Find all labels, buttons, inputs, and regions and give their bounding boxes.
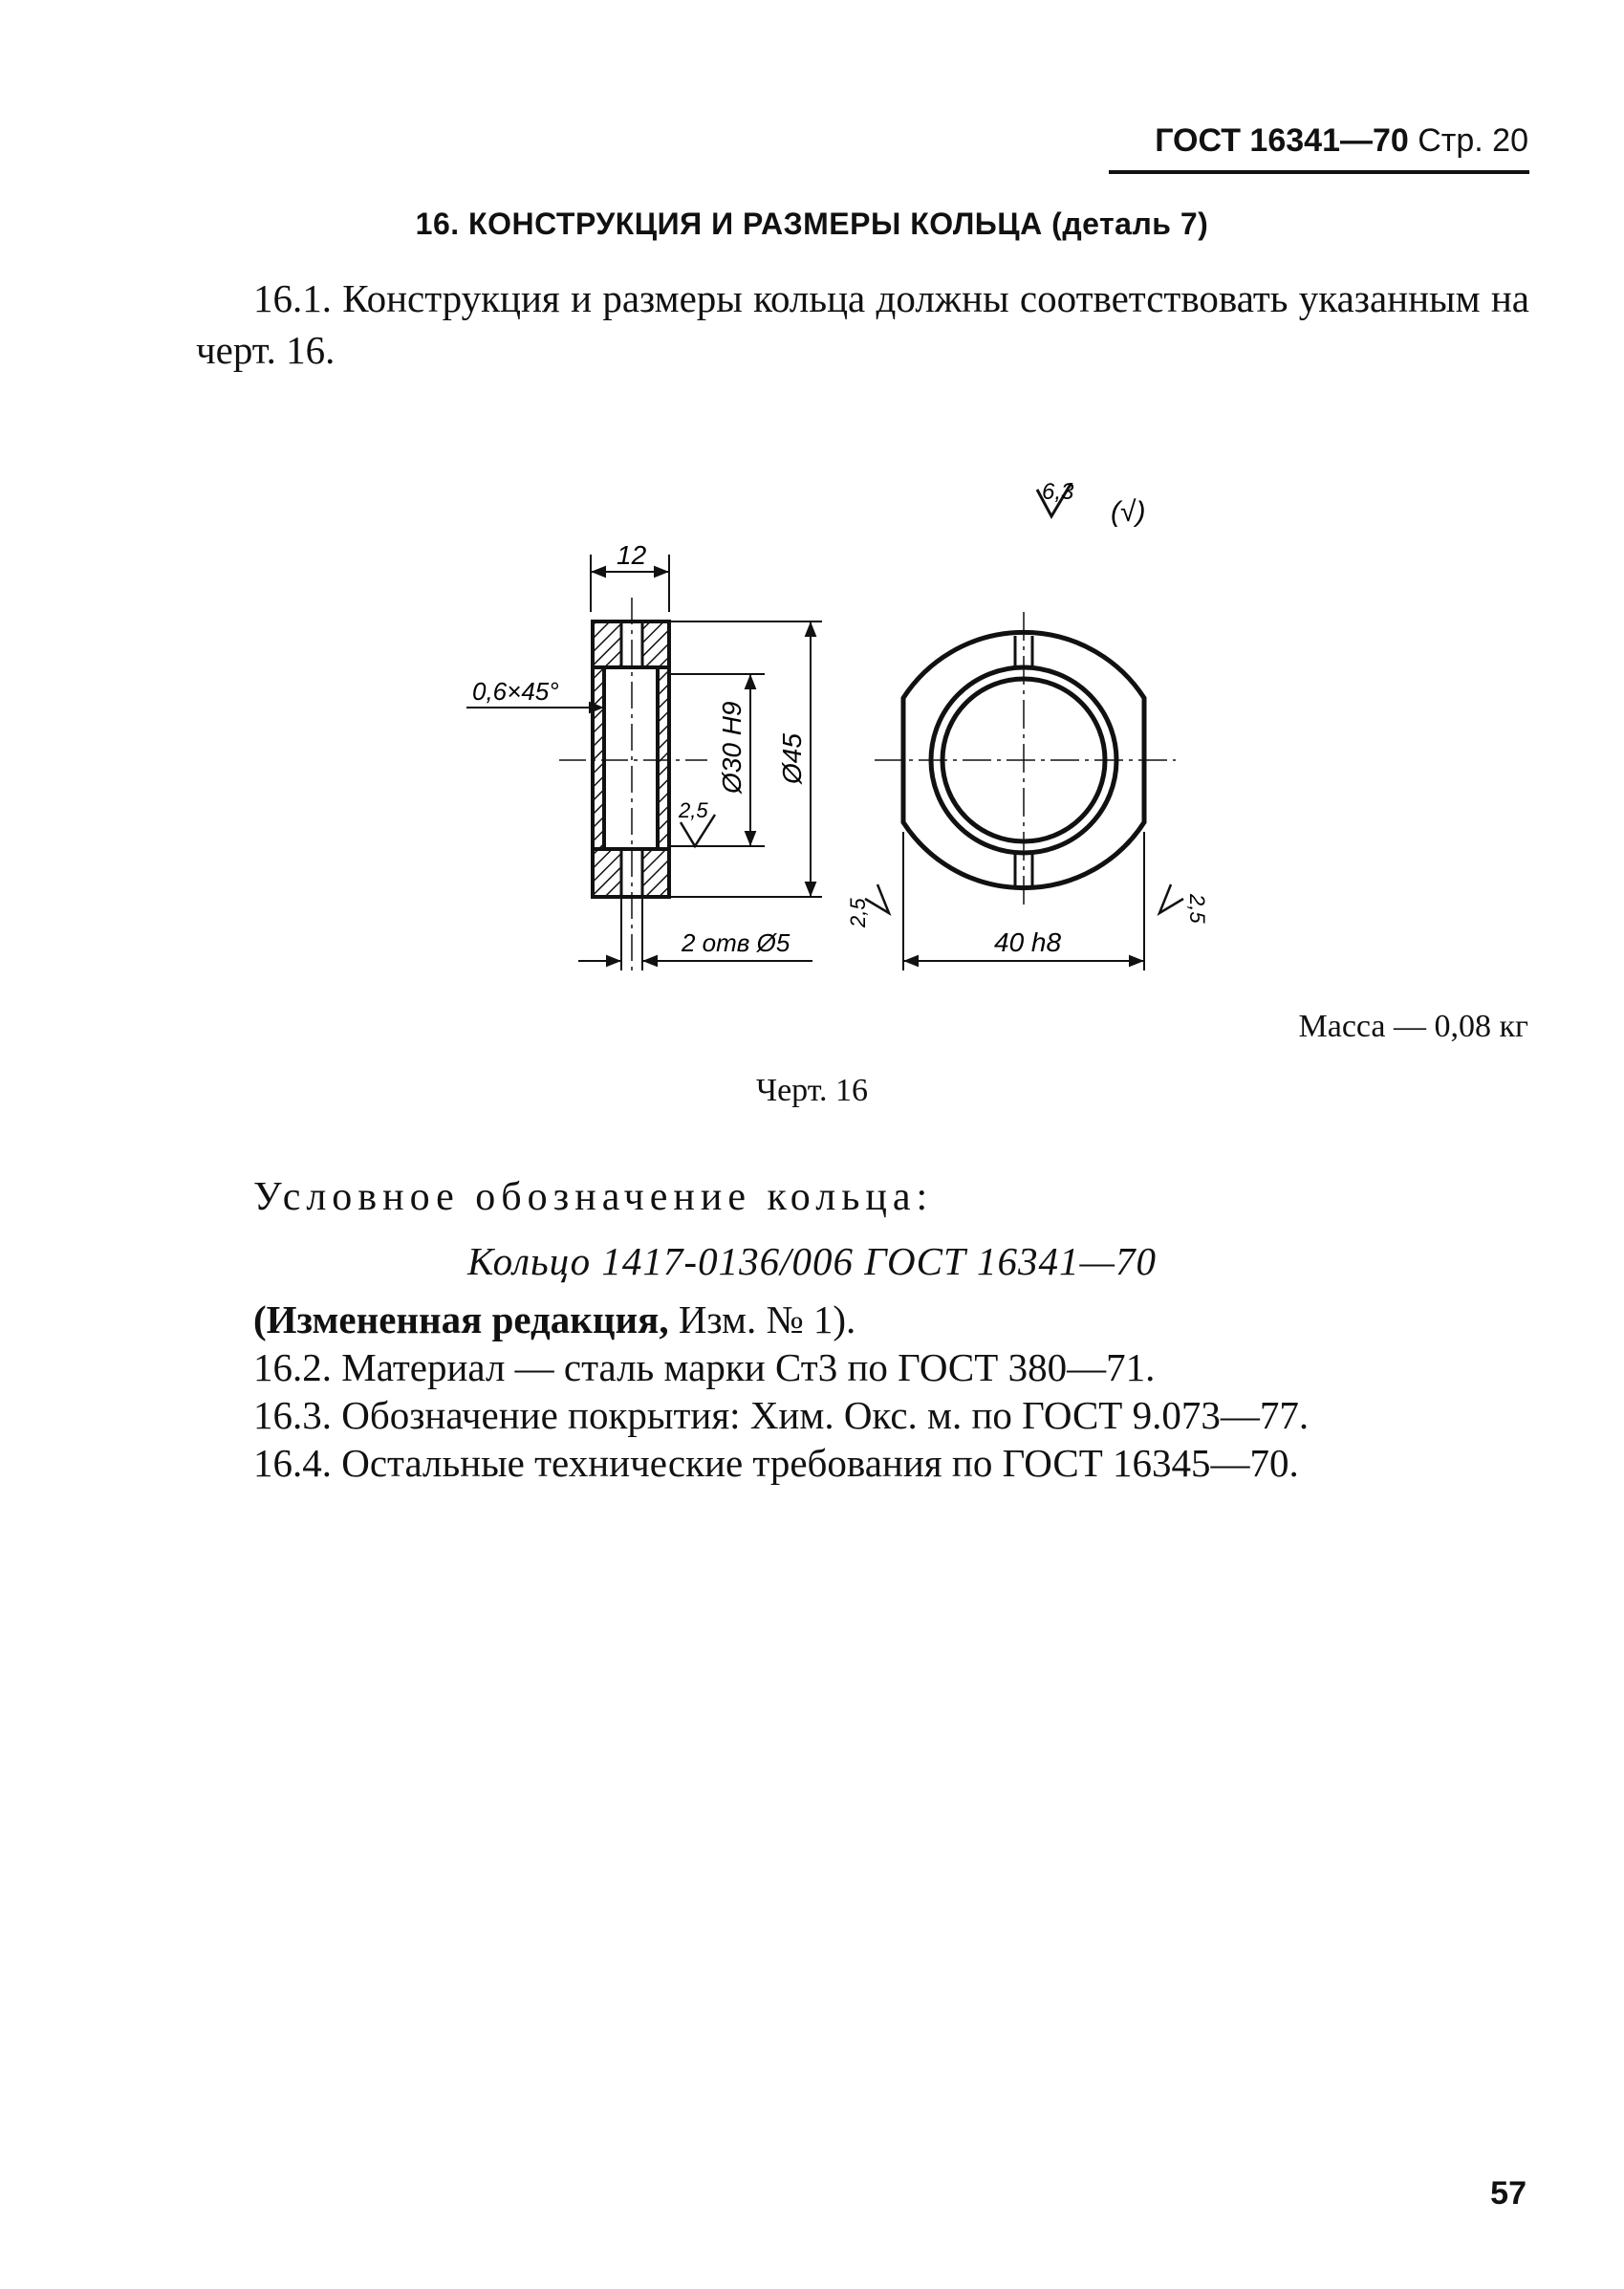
page-header [1155,122,1528,160]
roughness-symbol-general [1037,483,1145,528]
list-item: 16.4. Остальные технические требования по ГОСТ 16345—70. [253,1441,1299,1485]
dim-width-label: 12 [617,540,647,570]
section-view [466,540,822,970]
section-title: 16. КОНСТРУКЦИЯ И РАЗМЕРЫ КОЛЬЦА (деталь 7) [415,207,1209,241]
dim-flats-label: 40 h8 [994,927,1062,957]
roughness-general-label: 6,3 [1042,483,1074,505]
dim-bore-label: Ø30 H9 [717,701,747,794]
dim-roughness-left-label: 2,5 [846,898,870,927]
standard-number: ГОСТ 16341—70 [1155,122,1409,159]
dim-holes-label: 2 отв Ø5 [682,928,790,957]
dim-chamfer-label: 0,6×45° [472,677,559,706]
list-item: 16.3. Обозначение покрытия: Хим. Окс. м. по ГОСТ 9.073—77. [253,1393,1310,1437]
mass-note: Масса — 0,08 кг [1298,1009,1528,1044]
paragraph-16-1 [196,272,1529,376]
page-label: Стр. 20 [1418,122,1528,159]
designation-example: Кольцо 1417-0136/006 ГОСТ 16341—70 [467,1239,1157,1283]
dim-outer-label: Ø45 [777,733,807,784]
paragraph-16-1-text: 16.1. Конструкция и размеры кольца должны соответствовать указанным на черт. 16. [196,276,1529,372]
page-number: 57 [1490,2175,1527,2212]
figure-caption: Черт. 16 [755,1073,869,1108]
front-view [846,612,1209,970]
requirements-list [253,1296,1529,1487]
edited-note-bold: (Измененная редакция, [253,1297,669,1341]
roughness-other-label: (√) [1111,496,1146,528]
header-rule [1109,170,1529,174]
edited-note-rest: Изм. № 1). [668,1297,856,1341]
dim-roughness-right-label: 2,5 [1185,894,1209,924]
dim-roughness-inner-label: 2,5 [679,798,708,822]
edited-note [253,1296,1529,1343]
technical-drawing [449,483,1482,999]
conventional-designation-label: Условное обозначение кольца: [253,1175,934,1219]
list-item: 16.2. Материал — сталь марки Ст3 по ГОСТ 380—71. [253,1345,1156,1389]
